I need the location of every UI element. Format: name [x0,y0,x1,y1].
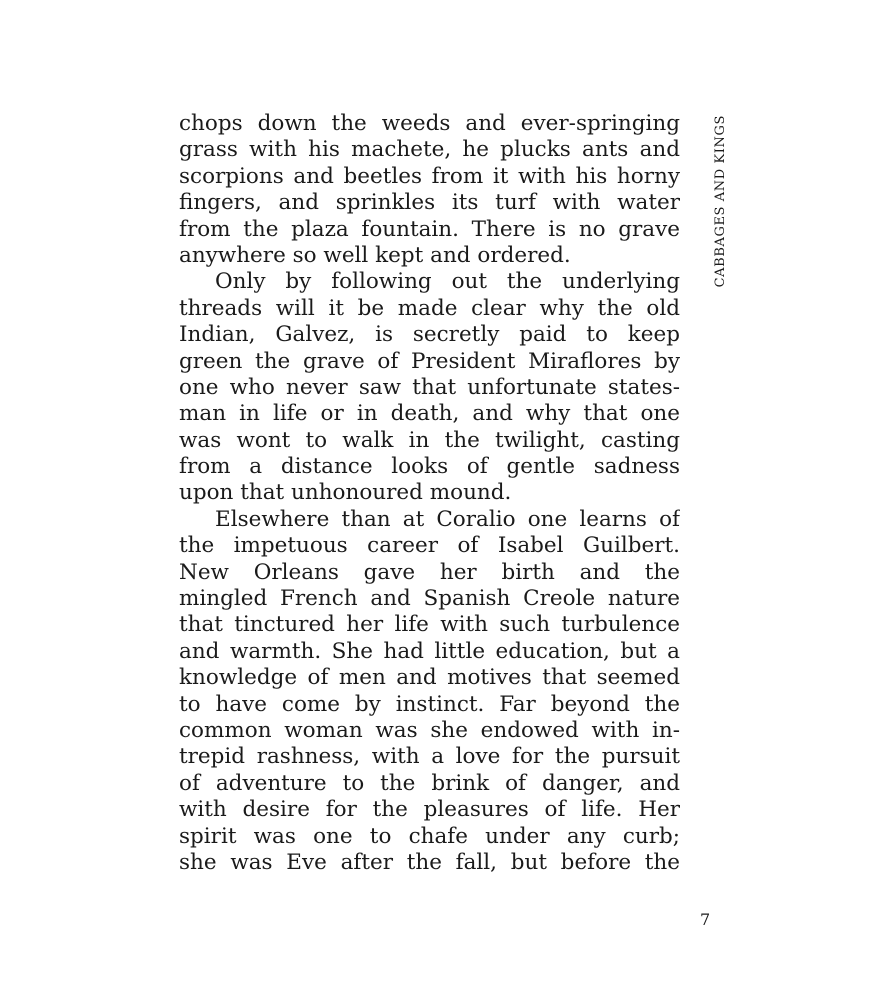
text-line: the impetuous career of Isabel Guilbert. [179,533,680,559]
text-line: with desire for the pleasures of life. Her [179,797,680,823]
paragraph [179,269,680,507]
text-line: she was Eve after the fall, but before the [179,849,680,875]
text-line: New Orleans gave her birth and the [179,559,680,585]
text-line: one who never saw that unfortunate states- [179,374,680,400]
text-line: spirit was one to chafe under any curb; [179,823,680,849]
text-line: upon that unhonoured mound. [179,480,512,506]
text-line: and warmth. She had little education, but a [179,638,680,664]
body-text [179,111,680,876]
text-line: mingled French and Spanish Creole nature [179,586,680,612]
page-number: 7 [700,910,711,929]
running-head-text: CABBAGES AND KINGS [713,115,728,288]
text-line: man in life or in death, and why that one [179,401,680,427]
text-line: green the grave of President Miraflores by [179,348,680,374]
text-line: scorpions and beetles from it with his horny [179,163,680,189]
text-line: anywhere so well kept and ordered. [179,242,571,268]
text-line: grass with his machete, he plucks ants and [179,137,680,163]
text-line: that tinctured her life with such turbulence [179,612,680,638]
text-line: from a distance looks of gentle sadness [179,454,680,480]
text-line: was wont to walk in the twilight, casting [179,427,680,453]
text-line: of adventure to the brink of danger, and [179,770,680,796]
text-line: knowledge of men and motives that seemed [179,665,680,691]
text-line: Only by following out the underlying [215,269,680,295]
text-line: threads will it be made clear why the old [179,295,680,321]
text-line: Elsewhere than at Coralio one learns of [215,506,680,532]
text-line: Indian, Galvez, is secretly paid to keep [179,322,680,348]
text-line: chops down the weeds and ever-springing [179,111,680,136]
text-line: trepid rashness, with a love for the pursuit [179,744,680,770]
text-line: fingers, and sprinkles its turf with water [179,190,680,216]
text-line: common woman was she endowed with in- [179,717,680,743]
text-line: to have come by instinct. Far beyond the [179,691,680,717]
paragraph [179,507,680,876]
text-line: from the plaza fountain. There is no grave [179,216,680,242]
paragraph [179,111,680,269]
